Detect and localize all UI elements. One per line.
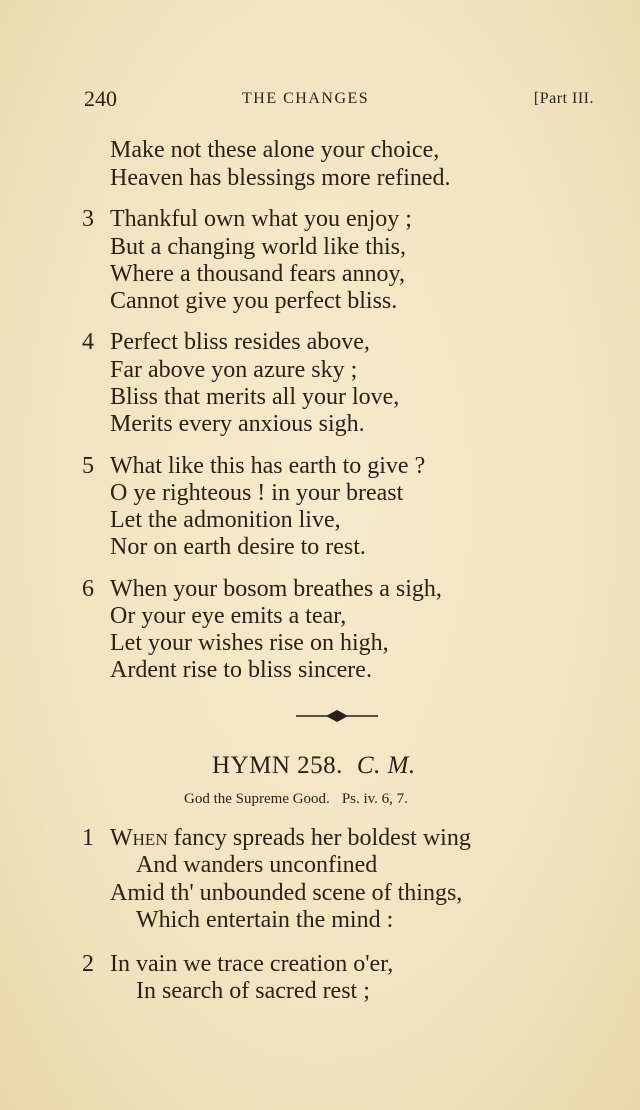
verse-line: In vain we trace creation o'er, <box>110 951 394 977</box>
stanza-number: 1 <box>82 825 94 851</box>
verse-line: And wanders unconfined <box>136 852 378 878</box>
stanza-number: 6 <box>82 576 94 602</box>
part-label: [Part III. <box>533 90 594 107</box>
hymn-title <box>212 752 416 780</box>
verse-line: Or your eye emits a tear, <box>110 603 347 629</box>
verse-line: Make not these alone your choice, <box>110 137 440 163</box>
verse-line: Merits every anxious sigh. <box>110 411 365 437</box>
verse-line: Nor on earth desire to rest. <box>110 534 366 560</box>
verse-line: Amid th' unbounded scene of things, <box>110 880 463 906</box>
verse-line: In search of sacred rest ; <box>136 978 370 1004</box>
ornament-divider-icon <box>296 708 378 724</box>
verse-line: Thankful own what you enjoy ; <box>110 206 412 232</box>
hymn-meter: C. M. <box>356 752 416 779</box>
verse-line: When your bosom breathes a sigh, <box>110 576 442 602</box>
verse-line: Ardent rise to bliss sincere. <box>110 657 372 683</box>
hymn-subtitle <box>184 791 408 808</box>
page-number: 240 <box>84 86 117 111</box>
running-title: THE CHANGES <box>242 90 370 107</box>
verse-line: Perfect bliss resides above, <box>110 329 370 355</box>
stanza-number: 3 <box>82 206 94 232</box>
verse-line: When fancy spreads her boldest wing <box>110 825 471 851</box>
verse-line: Far above yon azure sky ; <box>110 357 358 383</box>
verse-line: Which entertain the mind : <box>136 907 394 933</box>
stanza-number: 5 <box>82 453 94 479</box>
page-header <box>84 86 594 116</box>
stanza-number: 2 <box>82 951 94 977</box>
verse-line: Where a thousand fears annoy, <box>110 261 405 287</box>
verse-line: Let your wishes rise on high, <box>110 630 389 656</box>
verse-line: Cannot give you perfect bliss. <box>110 288 398 314</box>
stanza-number: 4 <box>82 329 94 355</box>
verse-line: What like this has earth to give ? <box>110 453 426 479</box>
verse-line: Let the admonition live, <box>110 507 341 533</box>
verse-line: O ye righteous ! in your breast <box>110 480 404 506</box>
verse-line: But a changing world like this, <box>110 234 406 260</box>
first-word: When <box>110 825 168 851</box>
hymn-number: HYMN 258. <box>212 752 343 779</box>
hymn-subject: God the Supreme Good. <box>184 791 330 807</box>
verse-line: Bliss that merits all your love, <box>110 384 400 410</box>
verse-line: Heaven has blessings more refined. <box>110 165 451 191</box>
scripture-reference: Ps. iv. 6, 7. <box>341 791 408 807</box>
